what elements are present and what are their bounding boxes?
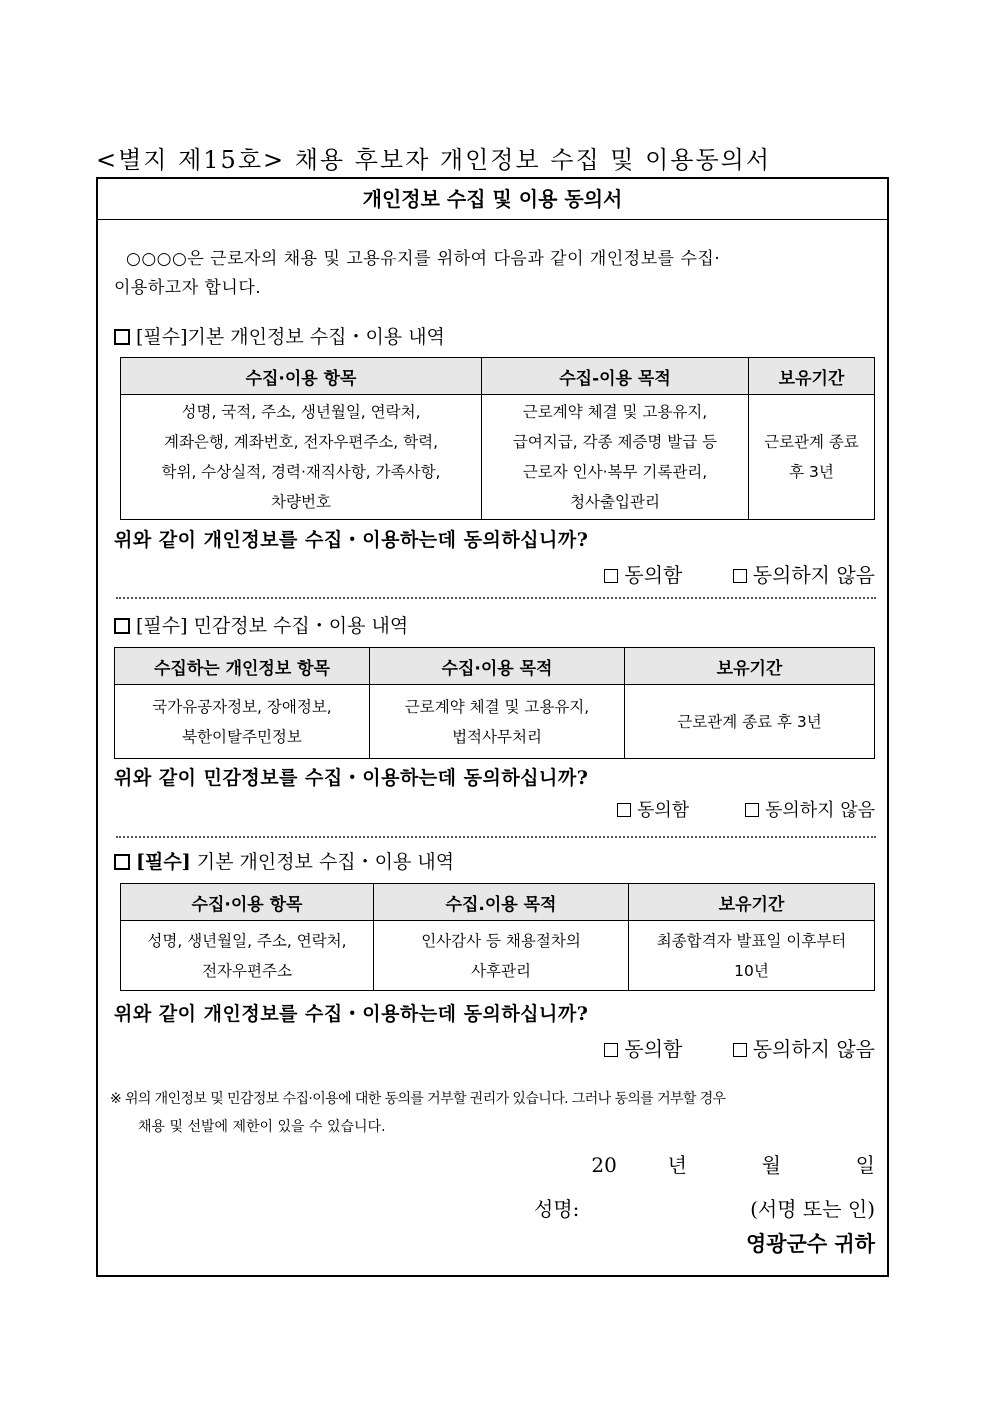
notice-line-1: ※ 위의 개인정보 및 민감정보 수집·이용에 대한 동의를 거부할 권리가 있습니다. 그러나 동의를 거부할 경우 (110, 1091, 726, 1107)
checkbox-icon[interactable] (745, 803, 759, 817)
section2-title (114, 611, 408, 638)
notice-line-2: 채용 및 선발에 제한이 있을 수 있습니다. (138, 1119, 386, 1135)
cell-line: 근로자 인사·복무 기록관리, (522, 463, 708, 481)
checkbox-icon[interactable] (733, 569, 747, 583)
divider (116, 836, 876, 838)
section3-table (120, 883, 875, 991)
col-header: 수집·이용 항목 (121, 358, 482, 395)
col-header: 보유기간 (629, 884, 875, 921)
checkbox-icon[interactable] (617, 803, 631, 817)
section2-table (114, 647, 875, 759)
col-header: 보유기간 (749, 358, 875, 395)
cell-line: 10년 (734, 961, 769, 980)
section1-agree-option[interactable] (604, 559, 682, 588)
cell-line: 학위, 수상실적, 경력·재직사항, 가족사항, (161, 463, 441, 481)
notice (110, 1085, 880, 1141)
section3-answers (604, 1033, 875, 1062)
section2-question: 위와 같이 민감정보를 수집・이용하는데 동의하십니까? (114, 767, 589, 789)
form-title: 개인정보 수집 및 이용 동의서 (98, 179, 887, 220)
col-header: 수집-이용 목적 (482, 358, 749, 395)
disagree-label: 동의하지 않음 (764, 800, 875, 821)
section1-disagree-option[interactable] (733, 559, 875, 588)
items-cell (121, 921, 374, 991)
signature-hint: (서명 또는 인) (750, 1197, 875, 1221)
cell-line: 계좌은행, 계좌번호, 전자우편주소, 학력, (163, 433, 439, 451)
retention-cell (629, 921, 875, 991)
checkbox-icon[interactable] (604, 569, 618, 583)
cell-line: 급여지급, 각종 제증명 발급 등 (512, 433, 718, 451)
cell-line: 근로계약 체결 및 고용유지, (522, 403, 708, 421)
cell-line: 청사출입관리 (570, 493, 660, 511)
disagree-label: 동의하지 않음 (752, 1037, 875, 1061)
table-header-row (121, 884, 875, 921)
signature-label: 성명: (534, 1197, 580, 1221)
section3-question: 위와 같이 개인정보를 수집・이용하는데 동의하십니까? (114, 1003, 589, 1025)
addressee: 영광군수 귀하 (745, 1231, 875, 1256)
table-row (121, 921, 875, 991)
section2-title-text: [필수] 민감정보 수집・이용 내역 (136, 615, 409, 637)
purpose-cell (482, 395, 749, 520)
section2-disagree-option[interactable] (745, 796, 875, 822)
table-header-row (121, 358, 875, 395)
items-cell (121, 395, 482, 520)
table-header-row (115, 648, 875, 685)
retention-cell: 근로관계 종료 후 3년 (625, 685, 875, 759)
section3-title (114, 847, 454, 874)
table-row (121, 395, 875, 520)
cell-line: 근로관계 종료 (764, 433, 859, 451)
cell-line: 최종합격자 발표일 이후부터 (656, 931, 847, 950)
cell-line: 성명, 국적, 주소, 생년월일, 연락처, (181, 403, 421, 421)
cell-line: 성명, 생년월일, 주소, 연락처, (147, 931, 347, 950)
date-month-label: 월 (761, 1153, 781, 1177)
disagree-label: 동의하지 않음 (752, 563, 875, 587)
date-year: 20 (591, 1153, 617, 1177)
section2-answers (617, 796, 875, 822)
cell-line: 차량번호 (271, 493, 331, 511)
col-header: 수집하는 개인정보 항목 (115, 648, 370, 685)
section3-agree-option[interactable] (604, 1033, 682, 1062)
section3-title-bold: [필수] (136, 851, 191, 873)
section1-table (120, 357, 875, 520)
checkbox-icon[interactable] (604, 1043, 618, 1057)
purpose-cell (370, 685, 625, 759)
cell-line: 인사감사 등 채용절차의 (421, 931, 581, 950)
cell-line: 법적사무처리 (452, 727, 542, 746)
agree-label: 동의함 (624, 563, 683, 587)
col-header: 보유기간 (625, 648, 875, 685)
section1-question: 위와 같이 개인정보를 수집・이용하는데 동의하십니까? (114, 529, 589, 551)
section1-title (114, 322, 445, 349)
intro-line-2: 이용하고자 합니다. (114, 278, 262, 298)
intro-text (114, 245, 874, 303)
purpose-cell (374, 921, 629, 991)
checkbox-icon (114, 854, 130, 870)
intro-line-1: ○○○○은 근로자의 채용 및 고용유지를 위하여 다음과 같이 개인정보를 수집· (126, 249, 721, 269)
section1-answers (604, 559, 875, 588)
cell-line: 사후관리 (471, 961, 531, 980)
cell-line: 전자우편주소 (202, 961, 292, 980)
cell-line: 북한이탈주민정보 (182, 727, 302, 746)
section3-disagree-option[interactable] (733, 1033, 875, 1062)
checkbox-icon (114, 329, 130, 345)
table-row (115, 685, 875, 759)
date-year-label: 년 (667, 1153, 687, 1177)
date-day-label: 일 (855, 1153, 875, 1177)
section2-agree-option[interactable] (617, 796, 689, 822)
cell-line: 근로계약 체결 및 고용유지, (404, 697, 590, 716)
checkbox-icon[interactable] (733, 1043, 747, 1057)
divider (116, 597, 876, 599)
col-header: 수집·이용 항목 (121, 884, 374, 921)
agree-label: 동의함 (624, 1037, 683, 1061)
cell-line: 국가유공자정보, 장애정보, (152, 697, 332, 716)
checkbox-icon (114, 618, 130, 634)
date-row (591, 1149, 875, 1178)
items-cell (115, 685, 370, 759)
agree-label: 동의함 (637, 800, 690, 821)
cell-line: 후 3년 (789, 463, 834, 481)
section3-title-text: 기본 개인정보 수집・이용 내역 (190, 851, 455, 873)
page-heading: <별지 제15호> 채용 후보자 개인정보 수집 및 이용동의서 (96, 146, 772, 174)
col-header: 수집·이용 목적 (370, 648, 625, 685)
retention-cell (749, 395, 875, 520)
consent-form (96, 177, 889, 1277)
col-header: 수집.이용 목적 (374, 884, 629, 921)
section1-title-text: [필수]기본 개인정보 수집・이용 내역 (136, 326, 445, 348)
